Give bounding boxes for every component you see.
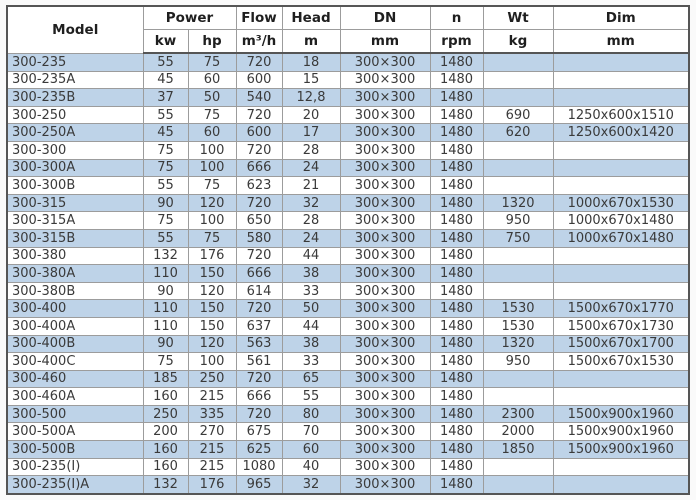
cell-dim: 1250x600x1510: [553, 106, 689, 124]
table-row: [7, 317, 689, 335]
cell-flow: 675: [236, 423, 282, 441]
cell-head: 20: [282, 106, 340, 124]
cell-n: 1480: [430, 458, 483, 476]
table-row: [7, 89, 689, 107]
cell-flow: 600: [236, 71, 282, 89]
table-row: [7, 124, 689, 142]
unit-head: m: [282, 30, 340, 54]
cell-flow: 720: [236, 106, 282, 124]
cell-model: 300-300B: [7, 177, 143, 195]
cell-hp: 150: [188, 317, 236, 335]
cell-n: 1480: [430, 89, 483, 107]
cell-head: 12,8: [282, 89, 340, 107]
cell-flow: 600: [236, 124, 282, 142]
cell-n: 1480: [430, 141, 483, 159]
cell-kw: 55: [143, 177, 188, 195]
cell-flow: 1080: [236, 458, 282, 476]
cell-dim: 1500x900x1960: [553, 441, 689, 459]
cell-flow: 720: [236, 370, 282, 388]
cell-kw: 132: [143, 476, 188, 494]
cell-dn: 300×300: [340, 282, 430, 300]
cell-head: 55: [282, 388, 340, 406]
cell-head: 80: [282, 405, 340, 423]
cell-flow: 637: [236, 317, 282, 335]
cell-head: 38: [282, 335, 340, 353]
cell-dim: [553, 71, 689, 89]
cell-n: 1480: [430, 53, 483, 71]
cell-flow: 965: [236, 476, 282, 494]
cell-dn: 300×300: [340, 476, 430, 494]
cell-wt: [483, 265, 553, 283]
cell-hp: 150: [188, 300, 236, 318]
cell-wt: 1530: [483, 300, 553, 318]
cell-n: 1480: [430, 476, 483, 494]
cell-dim: 1000x670x1480: [553, 229, 689, 247]
column-header-flow: Flow: [236, 6, 282, 30]
cell-kw: 75: [143, 353, 188, 371]
column-header-dn: DN: [340, 6, 430, 30]
cell-wt: 950: [483, 353, 553, 371]
cell-wt: [483, 177, 553, 195]
cell-model: 300-400A: [7, 317, 143, 335]
cell-n: 1480: [430, 229, 483, 247]
cell-kw: 55: [143, 53, 188, 71]
cell-dn: 300×300: [340, 229, 430, 247]
cell-hp: 176: [188, 247, 236, 265]
cell-dim: 1500x670x1700: [553, 335, 689, 353]
cell-model: 300-300: [7, 141, 143, 159]
cell-dn: 300×300: [340, 335, 430, 353]
cell-head: 50: [282, 300, 340, 318]
cell-head: 28: [282, 141, 340, 159]
cell-dim: [553, 370, 689, 388]
cell-kw: 200: [143, 423, 188, 441]
cell-dn: 300×300: [340, 423, 430, 441]
cell-hp: 50: [188, 89, 236, 107]
cell-hp: 120: [188, 282, 236, 300]
cell-model: 300-235(I): [7, 458, 143, 476]
cell-model: 300-500A: [7, 423, 143, 441]
cell-n: 1480: [430, 335, 483, 353]
cell-head: 18: [282, 53, 340, 71]
table-row: [7, 370, 689, 388]
cell-model: 300-250: [7, 106, 143, 124]
table-row: [7, 282, 689, 300]
cell-kw: 90: [143, 194, 188, 212]
cell-hp: 176: [188, 476, 236, 494]
cell-kw: 250: [143, 405, 188, 423]
table-row: [7, 353, 689, 371]
header-row-titles: [7, 6, 689, 30]
cell-dn: 300×300: [340, 194, 430, 212]
cell-flow: 614: [236, 282, 282, 300]
cell-kw: 90: [143, 335, 188, 353]
table-row: [7, 106, 689, 124]
cell-dim: [553, 388, 689, 406]
table-row: [7, 212, 689, 230]
table-body: [7, 53, 689, 494]
cell-hp: 250: [188, 370, 236, 388]
cell-dim: 1250x600x1420: [553, 124, 689, 142]
cell-kw: 75: [143, 212, 188, 230]
cell-kw: 132: [143, 247, 188, 265]
table-row: [7, 300, 689, 318]
cell-kw: 160: [143, 388, 188, 406]
cell-model: 300-460A: [7, 388, 143, 406]
cell-model: 300-400B: [7, 335, 143, 353]
cell-flow: 540: [236, 89, 282, 107]
cell-wt: [483, 53, 553, 71]
cell-model: 300-250A: [7, 124, 143, 142]
cell-dn: 300×300: [340, 458, 430, 476]
cell-kw: 90: [143, 282, 188, 300]
cell-dn: 300×300: [340, 388, 430, 406]
cell-wt: 1320: [483, 194, 553, 212]
cell-hp: 100: [188, 353, 236, 371]
cell-dim: 1500x670x1770: [553, 300, 689, 318]
cell-n: 1480: [430, 247, 483, 265]
cell-dim: [553, 53, 689, 71]
cell-flow: 720: [236, 194, 282, 212]
unit-kw: kw: [143, 30, 188, 54]
cell-head: 60: [282, 441, 340, 459]
cell-head: 21: [282, 177, 340, 195]
cell-flow: 720: [236, 53, 282, 71]
cell-head: 32: [282, 476, 340, 494]
cell-head: 65: [282, 370, 340, 388]
cell-n: 1480: [430, 194, 483, 212]
unit-hp: hp: [188, 30, 236, 54]
cell-model: 300-235A: [7, 71, 143, 89]
cell-model: 300-400C: [7, 353, 143, 371]
cell-head: 33: [282, 282, 340, 300]
cell-dn: 300×300: [340, 141, 430, 159]
cell-dim: 1500x900x1960: [553, 405, 689, 423]
cell-flow: 666: [236, 388, 282, 406]
cell-model: 300-380B: [7, 282, 143, 300]
cell-wt: 1320: [483, 335, 553, 353]
cell-kw: 75: [143, 141, 188, 159]
cell-dn: 300×300: [340, 317, 430, 335]
cell-dim: [553, 177, 689, 195]
cell-n: 1480: [430, 177, 483, 195]
cell-dn: 300×300: [340, 53, 430, 71]
cell-head: 32: [282, 194, 340, 212]
cell-wt: [483, 247, 553, 265]
cell-kw: 110: [143, 300, 188, 318]
table-header: [7, 6, 689, 53]
cell-dn: 300×300: [340, 89, 430, 107]
cell-wt: 2000: [483, 423, 553, 441]
column-header-dim: Dim: [553, 6, 689, 30]
cell-dim: [553, 247, 689, 265]
cell-wt: 620: [483, 124, 553, 142]
cell-kw: 37: [143, 89, 188, 107]
cell-wt: 1530: [483, 317, 553, 335]
table-row: [7, 229, 689, 247]
cell-flow: 720: [236, 405, 282, 423]
cell-n: 1480: [430, 317, 483, 335]
column-header-model: Model: [7, 6, 143, 53]
cell-flow: 561: [236, 353, 282, 371]
cell-dim: [553, 89, 689, 107]
cell-model: 300-315B: [7, 229, 143, 247]
cell-n: 1480: [430, 423, 483, 441]
cell-hp: 75: [188, 229, 236, 247]
cell-wt: 1850: [483, 441, 553, 459]
cell-hp: 75: [188, 53, 236, 71]
column-header-n: n: [430, 6, 483, 30]
cell-kw: 185: [143, 370, 188, 388]
cell-model: 300-380: [7, 247, 143, 265]
cell-dn: 300×300: [340, 106, 430, 124]
cell-flow: 720: [236, 141, 282, 159]
cell-n: 1480: [430, 441, 483, 459]
cell-dn: 300×300: [340, 159, 430, 177]
cell-model: 300-460: [7, 370, 143, 388]
cell-hp: 120: [188, 194, 236, 212]
cell-kw: 55: [143, 229, 188, 247]
cell-wt: 950: [483, 212, 553, 230]
cell-n: 1480: [430, 159, 483, 177]
cell-n: 1480: [430, 124, 483, 142]
cell-hp: 215: [188, 388, 236, 406]
cell-n: 1480: [430, 282, 483, 300]
cell-dim: 1000x670x1530: [553, 194, 689, 212]
cell-dim: [553, 265, 689, 283]
table-row: [7, 441, 689, 459]
table-row: [7, 476, 689, 494]
cell-model: 300-315: [7, 194, 143, 212]
cell-dim: [553, 458, 689, 476]
table-row: [7, 388, 689, 406]
cell-kw: 160: [143, 458, 188, 476]
table-row: [7, 141, 689, 159]
column-header-wt: Wt: [483, 6, 553, 30]
cell-dn: 300×300: [340, 265, 430, 283]
cell-flow: 563: [236, 335, 282, 353]
unit-dn: mm: [340, 30, 430, 54]
cell-flow: 580: [236, 229, 282, 247]
table-row: [7, 335, 689, 353]
cell-head: 44: [282, 247, 340, 265]
cell-dim: 1500x670x1530: [553, 353, 689, 371]
unit-wt: kg: [483, 30, 553, 54]
cell-head: 40: [282, 458, 340, 476]
cell-wt: 690: [483, 106, 553, 124]
cell-model: 300-235B: [7, 89, 143, 107]
cell-hp: 100: [188, 141, 236, 159]
cell-hp: 100: [188, 212, 236, 230]
cell-head: 17: [282, 124, 340, 142]
cell-dn: 300×300: [340, 124, 430, 142]
cell-model: 300-380A: [7, 265, 143, 283]
cell-wt: 2300: [483, 405, 553, 423]
cell-head: 44: [282, 317, 340, 335]
cell-n: 1480: [430, 370, 483, 388]
cell-hp: 60: [188, 124, 236, 142]
cell-hp: 270: [188, 423, 236, 441]
cell-n: 1480: [430, 265, 483, 283]
cell-hp: 75: [188, 106, 236, 124]
cell-dim: [553, 159, 689, 177]
cell-model: 300-315A: [7, 212, 143, 230]
cell-dn: 300×300: [340, 71, 430, 89]
cell-flow: 666: [236, 159, 282, 177]
table-row: [7, 247, 689, 265]
cell-flow: 625: [236, 441, 282, 459]
cell-dim: [553, 141, 689, 159]
cell-head: 28: [282, 212, 340, 230]
cell-wt: [483, 282, 553, 300]
table-row: [7, 265, 689, 283]
cell-model: 300-235(I)A: [7, 476, 143, 494]
cell-head: 33: [282, 353, 340, 371]
cell-wt: [483, 159, 553, 177]
cell-dn: 300×300: [340, 441, 430, 459]
column-header-head: Head: [282, 6, 340, 30]
cell-kw: 110: [143, 317, 188, 335]
cell-dn: 300×300: [340, 212, 430, 230]
cell-wt: [483, 71, 553, 89]
table-row: [7, 194, 689, 212]
cell-n: 1480: [430, 300, 483, 318]
table-row: [7, 159, 689, 177]
table-row: [7, 405, 689, 423]
cell-hp: 60: [188, 71, 236, 89]
cell-head: 24: [282, 229, 340, 247]
cell-wt: [483, 141, 553, 159]
cell-hp: 215: [188, 441, 236, 459]
table-row: [7, 458, 689, 476]
cell-hp: 215: [188, 458, 236, 476]
cell-dn: 300×300: [340, 247, 430, 265]
cell-kw: 75: [143, 159, 188, 177]
pump-spec-table: [6, 5, 690, 495]
cell-wt: 750: [483, 229, 553, 247]
cell-hp: 335: [188, 405, 236, 423]
cell-flow: 650: [236, 212, 282, 230]
cell-hp: 120: [188, 335, 236, 353]
unit-n: rpm: [430, 30, 483, 54]
cell-hp: 75: [188, 177, 236, 195]
cell-dim: 1000x670x1480: [553, 212, 689, 230]
cell-head: 24: [282, 159, 340, 177]
cell-model: 300-300A: [7, 159, 143, 177]
cell-hp: 100: [188, 159, 236, 177]
cell-dn: 300×300: [340, 370, 430, 388]
cell-flow: 623: [236, 177, 282, 195]
cell-head: 38: [282, 265, 340, 283]
cell-dim: [553, 282, 689, 300]
cell-head: 70: [282, 423, 340, 441]
cell-dn: 300×300: [340, 405, 430, 423]
cell-dn: 300×300: [340, 177, 430, 195]
unit-flow: m³/h: [236, 30, 282, 54]
cell-dim: 1500x900x1960: [553, 423, 689, 441]
cell-model: 300-500: [7, 405, 143, 423]
cell-wt: [483, 89, 553, 107]
cell-n: 1480: [430, 353, 483, 371]
table-row: [7, 53, 689, 71]
cell-hp: 150: [188, 265, 236, 283]
cell-dn: 300×300: [340, 300, 430, 318]
cell-dn: 300×300: [340, 353, 430, 371]
cell-n: 1480: [430, 388, 483, 406]
cell-model: 300-235: [7, 53, 143, 71]
cell-wt: [483, 388, 553, 406]
cell-flow: 720: [236, 247, 282, 265]
cell-flow: 720: [236, 300, 282, 318]
unit-dim: mm: [553, 30, 689, 54]
column-header-power: Power: [143, 6, 236, 30]
cell-wt: [483, 458, 553, 476]
cell-dim: 1500x670x1730: [553, 317, 689, 335]
cell-wt: [483, 476, 553, 494]
cell-model: 300-400: [7, 300, 143, 318]
cell-flow: 666: [236, 265, 282, 283]
cell-kw: 110: [143, 265, 188, 283]
cell-kw: 45: [143, 124, 188, 142]
cell-n: 1480: [430, 71, 483, 89]
table-row: [7, 423, 689, 441]
cell-n: 1480: [430, 106, 483, 124]
cell-dim: [553, 476, 689, 494]
cell-kw: 55: [143, 106, 188, 124]
cell-wt: [483, 370, 553, 388]
cell-kw: 45: [143, 71, 188, 89]
cell-model: 300-500B: [7, 441, 143, 459]
table-row: [7, 177, 689, 195]
cell-n: 1480: [430, 405, 483, 423]
cell-kw: 160: [143, 441, 188, 459]
cell-n: 1480: [430, 212, 483, 230]
cell-head: 15: [282, 71, 340, 89]
table-row: [7, 71, 689, 89]
